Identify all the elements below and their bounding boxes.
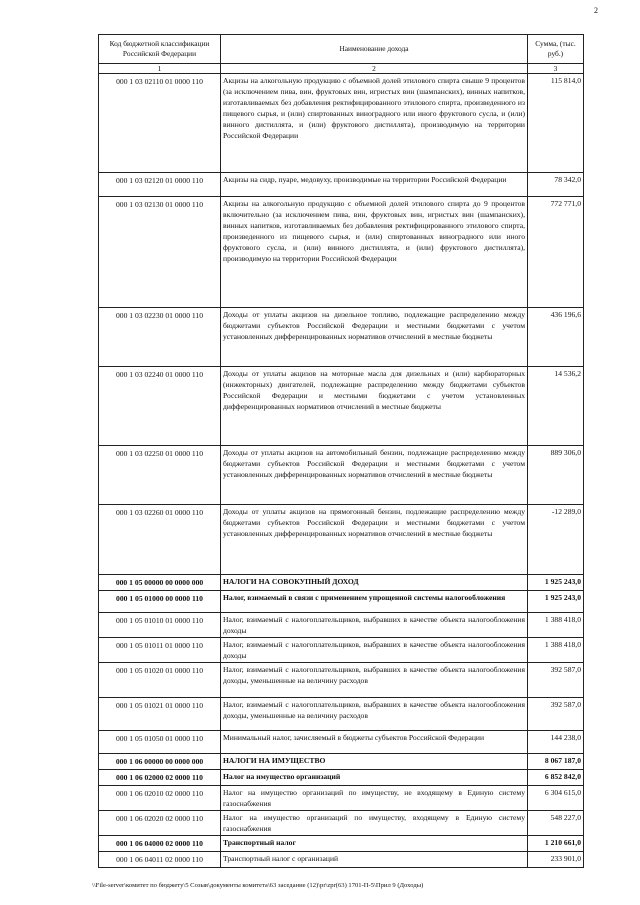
row-sum: 115 814,0 — [528, 74, 584, 173]
row-sum: 6 304 615,0 — [528, 786, 584, 811]
table-row — [99, 74, 584, 173]
row-name: Доходы от уплаты акцизов на дизельное топливо, подлежащие распределению между бюджетами субъектов Российской Федерации и местными бюджетами с учетом установленных дифференцированных нормативов отчислений в местные бюджеты — [221, 308, 528, 367]
table-row — [99, 698, 584, 731]
row-code: 000 1 06 04000 02 0000 110 — [99, 836, 221, 852]
file-path-footer: \\File-server\комитет по бюджету\5 Созыв\документы комитета\63 заседание (12)\pr\zpr(63) 1701-П-5\Прил 9 (Доходы) — [92, 882, 424, 889]
row-name: Налог, взимаемый с налогоплательщиков, выбравших в качестве объекта налогообложения доходы — [221, 613, 528, 638]
row-name: Минимальный налог, зачисляемый в бюджеты субъектов Российской Федерации — [221, 731, 528, 754]
row-code: 000 1 03 02250 01 0000 110 — [99, 446, 221, 505]
row-sum: 392 587,0 — [528, 698, 584, 731]
row-name: Акцизы на алкогольную продукцию с объемной долей этилового спирта до 9 процентов включительно (за исключением пива, вин, фруктовых вин, игристых вин (шампанских), винных напитков, изготавливаемых без добавления ректифицированного этилового спирта, произведенного из пищевого сырья, и (или) спиртованных виноградного или иного фруктового сусла, и (или) винного дистиллята, и (или) фруктового дистиллята), производимую на территории Российской Федерации — [221, 197, 528, 308]
row-code: 000 1 06 04011 02 0000 110 — [99, 852, 221, 868]
row-sum: 548 227,0 — [528, 811, 584, 836]
table-row — [99, 852, 584, 868]
row-code: 000 1 05 01050 01 0000 110 — [99, 731, 221, 754]
row-code: 000 1 03 02240 01 0000 110 — [99, 367, 221, 446]
revenue-table — [98, 34, 584, 868]
row-name: Акцизы на сидр, пуаре, медовуху, производимые на территории Российской Федерации — [221, 173, 528, 197]
row-sum: 1 388 418,0 — [528, 638, 584, 663]
table-row — [99, 786, 584, 811]
row-code: 000 1 06 02000 02 0000 110 — [99, 770, 221, 786]
row-sum: -12 289,0 — [528, 505, 584, 575]
row-sum: 8 067 187,0 — [528, 754, 584, 770]
row-code: 000 1 06 02010 02 0000 110 — [99, 786, 221, 811]
row-name: Налог на имущество организаций по имуществу, не входящему в Единую систему газоснабжения — [221, 786, 528, 811]
row-code: 000 1 03 02130 01 0000 110 — [99, 197, 221, 308]
row-code: 000 1 03 02230 01 0000 110 — [99, 308, 221, 367]
table-row — [99, 836, 584, 852]
row-sum: 392 587,0 — [528, 663, 584, 698]
header-name: Наименование дохода — [221, 35, 528, 64]
column-number-3: 3 — [528, 64, 584, 74]
table-row — [99, 308, 584, 367]
column-numbers-row — [99, 64, 584, 74]
header-sum: Сумма, (тыс. руб.) — [528, 35, 584, 64]
row-sum: 78 342,0 — [528, 173, 584, 197]
table-row — [99, 731, 584, 754]
row-code: 000 1 05 01020 01 0000 110 — [99, 663, 221, 698]
row-name: Транспортный налог — [221, 836, 528, 852]
table-row — [99, 770, 584, 786]
row-sum: 6 852 842,0 — [528, 770, 584, 786]
row-name: Налог, взимаемый в связи с применением упрощенной системы налогообложения — [221, 591, 528, 613]
row-sum: 1 925 243,0 — [528, 575, 584, 591]
row-sum: 144 238,0 — [528, 731, 584, 754]
row-code: 000 1 05 00000 00 0000 000 — [99, 575, 221, 591]
table-header-row — [99, 35, 584, 64]
table-row — [99, 638, 584, 663]
row-name: НАЛОГИ НА СОВОКУПНЫЙ ДОХОД — [221, 575, 528, 591]
row-code: 000 1 03 02260 01 0000 110 — [99, 505, 221, 575]
table-row — [99, 575, 584, 591]
header-code: Код бюджетной классификации Российской Федерации — [99, 35, 221, 64]
row-code: 000 1 03 02110 01 0000 110 — [99, 74, 221, 173]
table-row — [99, 173, 584, 197]
row-code: 000 1 06 00000 00 0000 000 — [99, 754, 221, 770]
row-code: 000 1 06 02020 02 0000 110 — [99, 811, 221, 836]
row-sum: 1 388 418,0 — [528, 613, 584, 638]
table-row — [99, 591, 584, 613]
table-row — [99, 663, 584, 698]
column-number-2: 2 — [221, 64, 528, 74]
row-name: Доходы от уплаты акцизов на автомобильный бензин, подлежащие распределению между бюджетами субъектов Российской Федерации и местными бюджетами с учетом установленных дифференцированных нормативов отчислений в местные бюджеты — [221, 446, 528, 505]
row-code: 000 1 05 01000 00 0000 110 — [99, 591, 221, 613]
row-name: Налог, взимаемый с налогоплательщиков, выбравших в качестве объекта налогообложения доходы, уменьшенные на величину расходов — [221, 663, 528, 698]
row-sum: 436 196,6 — [528, 308, 584, 367]
row-sum: 1 925 243,0 — [528, 591, 584, 613]
row-name: Налог на имущество организаций — [221, 770, 528, 786]
table-row — [99, 367, 584, 446]
row-name: Акцизы на алкогольную продукцию с объемной долей этилового спирта свыше 9 процентов (за исключением пива, вин, фруктовых вин, игристых вин (шампанских), винных напитков, изготавливаемых без добавления ректифицированного этилового спирта, произведенного из пищевого сырья, и (или) спиртованных виноградного или иного фруктового сусла, и (или) винного дистиллята, и (или) фруктового дистиллята), производимую на территории Российской Федерации — [221, 74, 528, 173]
row-name: Доходы от уплаты акцизов на моторные масла для дизельных и (или) карбюраторных (инжекторных) двигателей, подлежащие распределению между бюджетами субъектов Российской Федерации и местными бюджетами с учетом установленных дифференцированных нормативов отчислений в местные бюджеты — [221, 367, 528, 446]
table-row — [99, 446, 584, 505]
column-number-1: 1 — [99, 64, 221, 74]
row-code: 000 1 05 01010 01 0000 110 — [99, 613, 221, 638]
row-code: 000 1 03 02120 01 0000 110 — [99, 173, 221, 197]
row-sum: 233 901,0 — [528, 852, 584, 868]
table-row — [99, 754, 584, 770]
row-name: Налог на имущество организаций по имуществу, входящему в Единую систему газоснабжения — [221, 811, 528, 836]
row-sum: 1 210 661,0 — [528, 836, 584, 852]
row-code: 000 1 05 01021 01 0000 110 — [99, 698, 221, 731]
table-row — [99, 811, 584, 836]
row-sum: 14 536,2 — [528, 367, 584, 446]
table-row — [99, 197, 584, 308]
row-name: Налог, взимаемый с налогоплательщиков, выбравших в качестве объекта налогообложения доходы, уменьшенные на величину расходов — [221, 698, 528, 731]
row-name: Налог, взимаемый с налогоплательщиков, выбравших в качестве объекта налогообложения доходы — [221, 638, 528, 663]
table-row — [99, 613, 584, 638]
row-code: 000 1 05 01011 01 0000 110 — [99, 638, 221, 663]
row-name: НАЛОГИ НА ИМУЩЕСТВО — [221, 754, 528, 770]
table-row — [99, 505, 584, 575]
row-name: Доходы от уплаты акцизов на прямогонный бензин, подлежащие распределению между бюджетами субъектов Российской Федерации и местными бюджетами с учетом установленных дифференцированных нормативов отчислений в местные бюджеты — [221, 505, 528, 575]
row-sum: 772 771,0 — [528, 197, 584, 308]
page-number: 2 — [594, 6, 598, 15]
row-name: Транспортный налог с организаций — [221, 852, 528, 868]
row-sum: 889 306,0 — [528, 446, 584, 505]
